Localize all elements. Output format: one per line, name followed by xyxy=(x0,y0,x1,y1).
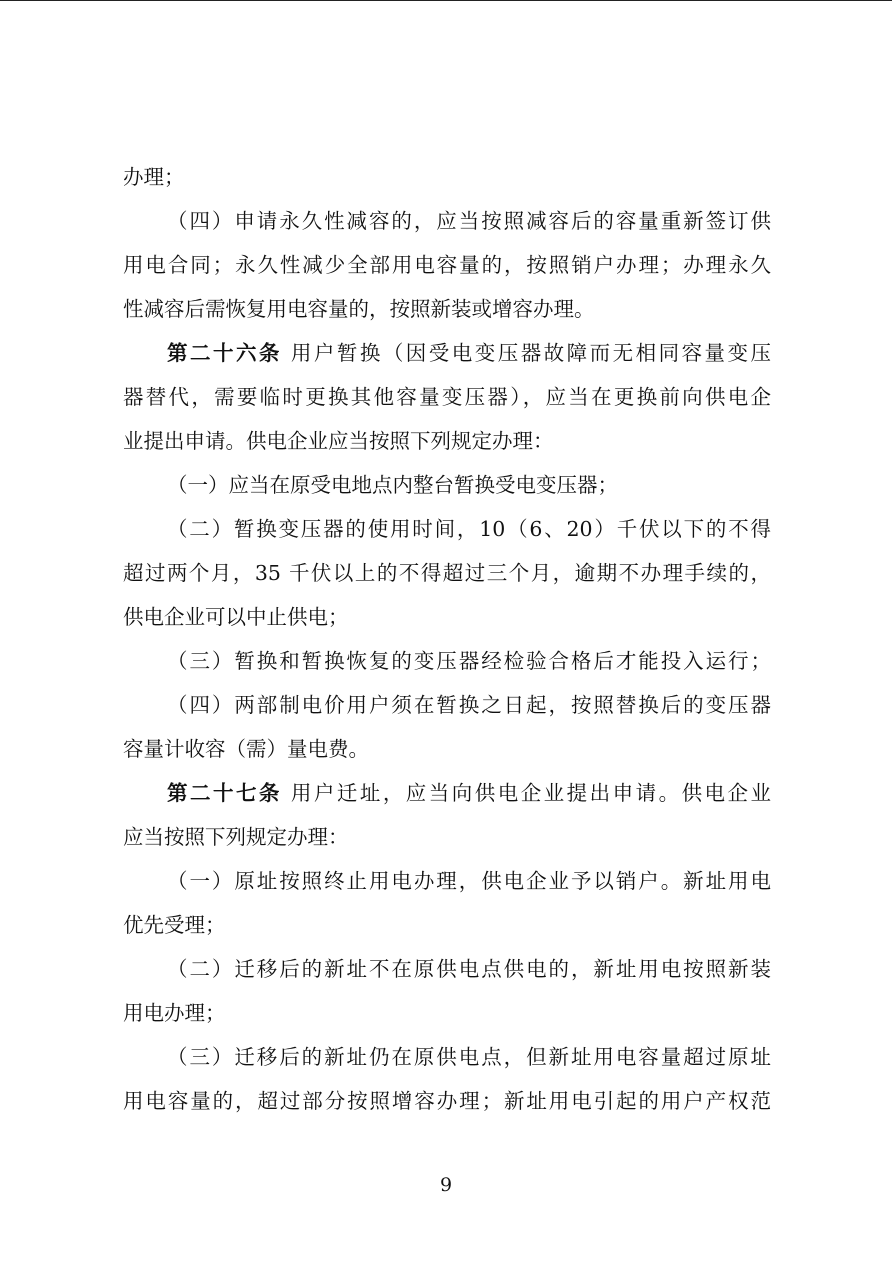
top-border-line xyxy=(0,0,892,1)
text-line xyxy=(123,903,771,947)
line-text: （四）申请永久性减容的，应当按照减容后的容量重新签订供 xyxy=(167,209,771,233)
text-line xyxy=(123,243,771,287)
line-text: 用户迁址，应当向供电企业提出申请。供电企业 xyxy=(281,781,772,805)
line-text: 容量计收容（需）量电费。 xyxy=(123,737,369,761)
line-text: 应当按照下列规定办理： xyxy=(123,825,349,849)
line-text: 优先受理； xyxy=(123,913,226,937)
line-text: 用户暂换（因受电变压器故障而无相同容量变压 xyxy=(281,341,772,365)
text-line xyxy=(123,551,771,595)
line-text: （二）迁移后的新址不在原供电点供电的，新址用电按照新装 xyxy=(167,957,771,981)
article-heading: 第二十六条 xyxy=(167,341,282,365)
line-text: 办理； xyxy=(123,165,185,189)
text-line xyxy=(123,595,771,639)
line-text: （一）原址按照终止用电办理，供电企业予以销户。新址用电 xyxy=(167,869,771,893)
text-line xyxy=(123,419,771,463)
line-text: 性减容后需恢复用电容量的，按照新装或增容办理。 xyxy=(123,297,595,321)
line-text: 供电企业可以中止供电； xyxy=(123,605,349,629)
line-text: （一）应当在原受电地点内整台暂换受电变压器； xyxy=(167,473,618,497)
text-line xyxy=(123,947,771,991)
line-text: （三）暂换和暂换恢复的变压器经检验合格后才能投入运行； xyxy=(167,649,771,673)
text-line xyxy=(123,287,771,331)
line-text: 业提出申请。供电企业应当按照下列规定办理： xyxy=(123,429,554,453)
text-line xyxy=(123,463,771,507)
article-heading: 第二十七条 xyxy=(167,781,282,805)
text-line xyxy=(123,639,771,683)
line-text: 用电办理； xyxy=(123,1001,226,1025)
text-line xyxy=(123,331,771,375)
text-line xyxy=(123,771,771,815)
text-line xyxy=(123,991,771,1035)
line-text: （二）暂换变压器的使用时间，10（6、20）千伏以下的不得 xyxy=(167,517,771,541)
text-line xyxy=(123,727,771,771)
line-text: （三）迁移后的新址仍在原供电点，但新址用电容量超过原址 xyxy=(167,1045,771,1069)
text-line xyxy=(123,859,771,903)
line-text: 器替代，需要临时更换其他容量变压器），应当在更换前向供电企 xyxy=(123,385,771,409)
text-line xyxy=(123,1035,771,1079)
line-text: （四）两部制电价用户须在暂换之日起，按照替换后的变压器 xyxy=(167,693,771,717)
document-body xyxy=(123,155,771,1123)
text-line xyxy=(123,507,771,551)
line-text: 用电容量的，超过部分按照增容办理；新址用电引起的用户产权范 xyxy=(123,1089,771,1113)
text-line xyxy=(123,1079,771,1123)
text-line xyxy=(123,375,771,419)
text-line xyxy=(123,815,771,859)
page-number: 9 xyxy=(439,1174,453,1196)
text-line xyxy=(123,683,771,727)
line-text: 用电合同；永久性减少全部用电容量的，按照销户办理；办理永久 xyxy=(123,253,771,277)
text-line xyxy=(123,199,771,243)
line-text: 超过两个月，35 千伏以上的不得超过三个月，逾期不办理手续的， xyxy=(123,561,771,585)
text-line xyxy=(123,155,771,199)
